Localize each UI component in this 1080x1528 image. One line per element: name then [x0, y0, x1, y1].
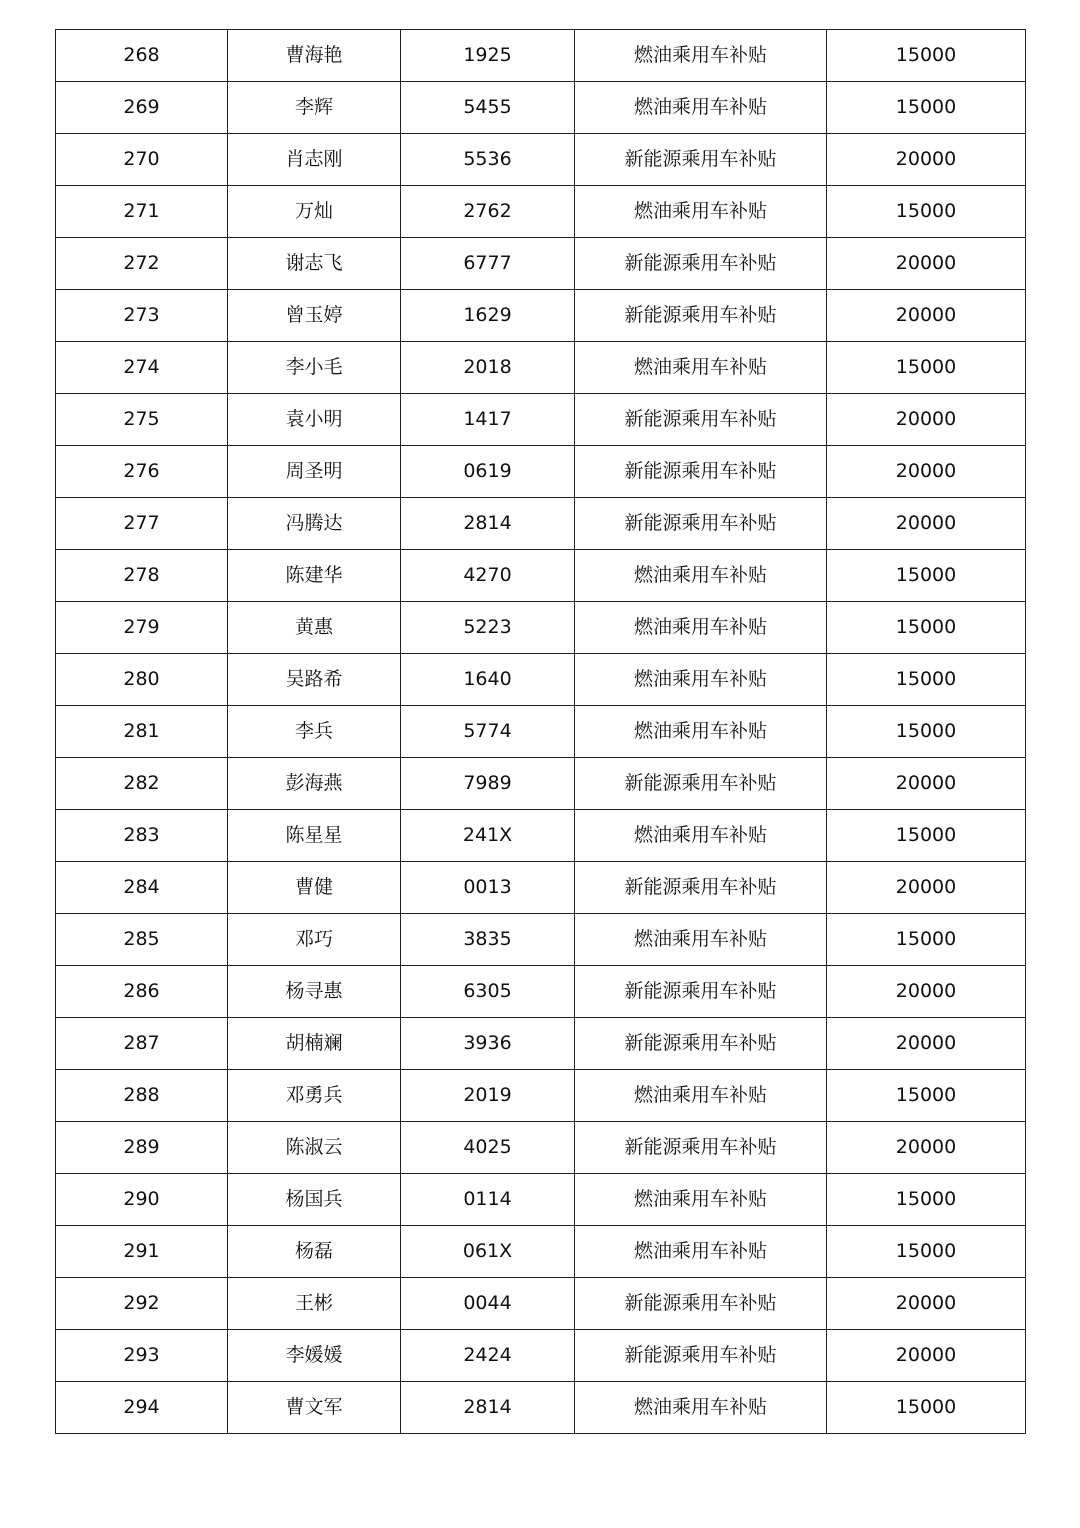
- name-cell: 肖志刚: [228, 134, 401, 186]
- name-cell: 杨国兵: [228, 1174, 401, 1226]
- id-tail-cell: 7989: [401, 758, 575, 810]
- name-cell: 吴路希: [228, 654, 401, 706]
- row-number-cell: 286: [56, 966, 228, 1018]
- id-tail-cell: 0619: [401, 446, 575, 498]
- amount-cell: 20000: [827, 1122, 1026, 1174]
- row-number-cell: 292: [56, 1278, 228, 1330]
- row-number-cell: 275: [56, 394, 228, 446]
- amount-cell: 20000: [827, 238, 1026, 290]
- id-tail-cell: 2019: [401, 1070, 575, 1122]
- table-row: [56, 30, 1026, 82]
- subsidy-type-cell: 燃油乘用车补贴: [575, 654, 827, 706]
- name-cell: 冯腾达: [228, 498, 401, 550]
- name-cell: 李媛媛: [228, 1330, 401, 1382]
- id-tail-cell: 1629: [401, 290, 575, 342]
- id-tail-cell: 2424: [401, 1330, 575, 1382]
- id-tail-cell: 6305: [401, 966, 575, 1018]
- row-number-cell: 273: [56, 290, 228, 342]
- name-cell: 陈建华: [228, 550, 401, 602]
- id-tail-cell: 0044: [401, 1278, 575, 1330]
- name-cell: 曹文军: [228, 1382, 401, 1434]
- id-tail-cell: 0114: [401, 1174, 575, 1226]
- table-row: [56, 602, 1026, 654]
- row-number-cell: 277: [56, 498, 228, 550]
- amount-cell: 20000: [827, 966, 1026, 1018]
- id-tail-cell: 061X: [401, 1226, 575, 1278]
- id-tail-cell: 2762: [401, 186, 575, 238]
- amount-cell: 15000: [827, 186, 1026, 238]
- table-row: [56, 1330, 1026, 1382]
- amount-cell: 15000: [827, 550, 1026, 602]
- name-cell: 杨寻惠: [228, 966, 401, 1018]
- name-cell: 曹海艳: [228, 30, 401, 82]
- subsidy-type-cell: 新能源乘用车补贴: [575, 134, 827, 186]
- row-number-cell: 294: [56, 1382, 228, 1434]
- name-cell: 杨磊: [228, 1226, 401, 1278]
- row-number-cell: 274: [56, 342, 228, 394]
- name-cell: 陈星星: [228, 810, 401, 862]
- id-tail-cell: 2814: [401, 1382, 575, 1434]
- id-tail-cell: 0013: [401, 862, 575, 914]
- table-row: [56, 914, 1026, 966]
- amount-cell: 15000: [827, 82, 1026, 134]
- row-number-cell: 270: [56, 134, 228, 186]
- id-tail-cell: 1417: [401, 394, 575, 446]
- row-number-cell: 276: [56, 446, 228, 498]
- table-row: [56, 1018, 1026, 1070]
- row-number-cell: 285: [56, 914, 228, 966]
- amount-cell: 15000: [827, 706, 1026, 758]
- name-cell: 王彬: [228, 1278, 401, 1330]
- amount-cell: 20000: [827, 862, 1026, 914]
- subsidy-type-cell: 燃油乘用车补贴: [575, 82, 827, 134]
- amount-cell: 15000: [827, 1070, 1026, 1122]
- amount-cell: 15000: [827, 1226, 1026, 1278]
- table-row: [56, 342, 1026, 394]
- table-row: [56, 186, 1026, 238]
- name-cell: 李辉: [228, 82, 401, 134]
- name-cell: 谢志飞: [228, 238, 401, 290]
- subsidy-type-cell: 燃油乘用车补贴: [575, 1382, 827, 1434]
- name-cell: 邓勇兵: [228, 1070, 401, 1122]
- subsidy-type-cell: 燃油乘用车补贴: [575, 1226, 827, 1278]
- row-number-cell: 289: [56, 1122, 228, 1174]
- id-tail-cell: 4270: [401, 550, 575, 602]
- subsidy-type-cell: 新能源乘用车补贴: [575, 966, 827, 1018]
- amount-cell: 15000: [827, 654, 1026, 706]
- row-number-cell: 284: [56, 862, 228, 914]
- table-row: [56, 862, 1026, 914]
- amount-cell: 20000: [827, 394, 1026, 446]
- name-cell: 周圣明: [228, 446, 401, 498]
- row-number-cell: 287: [56, 1018, 228, 1070]
- table-row: [56, 706, 1026, 758]
- subsidy-type-cell: 燃油乘用车补贴: [575, 550, 827, 602]
- id-tail-cell: 3936: [401, 1018, 575, 1070]
- name-cell: 黄惠: [228, 602, 401, 654]
- amount-cell: 20000: [827, 498, 1026, 550]
- subsidy-type-cell: 新能源乘用车补贴: [575, 1330, 827, 1382]
- name-cell: 李兵: [228, 706, 401, 758]
- id-tail-cell: 5223: [401, 602, 575, 654]
- table-row: [56, 1278, 1026, 1330]
- row-number-cell: 278: [56, 550, 228, 602]
- row-number-cell: 269: [56, 82, 228, 134]
- row-number-cell: 282: [56, 758, 228, 810]
- name-cell: 袁小明: [228, 394, 401, 446]
- subsidy-type-cell: 燃油乘用车补贴: [575, 914, 827, 966]
- amount-cell: 20000: [827, 134, 1026, 186]
- name-cell: 彭海燕: [228, 758, 401, 810]
- id-tail-cell: 4025: [401, 1122, 575, 1174]
- amount-cell: 20000: [827, 1330, 1026, 1382]
- subsidy-type-cell: 新能源乘用车补贴: [575, 446, 827, 498]
- row-number-cell: 293: [56, 1330, 228, 1382]
- table-row: [56, 1070, 1026, 1122]
- name-cell: 邓巧: [228, 914, 401, 966]
- subsidy-type-cell: 新能源乘用车补贴: [575, 238, 827, 290]
- amount-cell: 20000: [827, 758, 1026, 810]
- row-number-cell: 290: [56, 1174, 228, 1226]
- table-row: [56, 1382, 1026, 1434]
- row-number-cell: 272: [56, 238, 228, 290]
- amount-cell: 20000: [827, 446, 1026, 498]
- subsidy-type-cell: 燃油乘用车补贴: [575, 810, 827, 862]
- amount-cell: 15000: [827, 810, 1026, 862]
- row-number-cell: 291: [56, 1226, 228, 1278]
- table-row: [56, 550, 1026, 602]
- row-number-cell: 283: [56, 810, 228, 862]
- table-row: [56, 758, 1026, 810]
- amount-cell: 20000: [827, 1018, 1026, 1070]
- table-row: [56, 238, 1026, 290]
- name-cell: 李小毛: [228, 342, 401, 394]
- subsidy-table: [55, 29, 1026, 1434]
- amount-cell: 15000: [827, 1174, 1026, 1226]
- id-tail-cell: 3835: [401, 914, 575, 966]
- id-tail-cell: 6777: [401, 238, 575, 290]
- id-tail-cell: 241X: [401, 810, 575, 862]
- row-number-cell: 280: [56, 654, 228, 706]
- row-number-cell: 288: [56, 1070, 228, 1122]
- id-tail-cell: 5774: [401, 706, 575, 758]
- subsidy-type-cell: 燃油乘用车补贴: [575, 186, 827, 238]
- table-row: [56, 134, 1026, 186]
- row-number-cell: 268: [56, 30, 228, 82]
- table-row: [56, 654, 1026, 706]
- row-number-cell: 271: [56, 186, 228, 238]
- amount-cell: 15000: [827, 914, 1026, 966]
- table-row: [56, 446, 1026, 498]
- id-tail-cell: 5536: [401, 134, 575, 186]
- amount-cell: 15000: [827, 602, 1026, 654]
- name-cell: 曾玉婷: [228, 290, 401, 342]
- subsidy-type-cell: 新能源乘用车补贴: [575, 1122, 827, 1174]
- amount-cell: 20000: [827, 290, 1026, 342]
- id-tail-cell: 1640: [401, 654, 575, 706]
- table-row: [56, 498, 1026, 550]
- name-cell: 陈淑云: [228, 1122, 401, 1174]
- row-number-cell: 279: [56, 602, 228, 654]
- table-row: [56, 82, 1026, 134]
- subsidy-type-cell: 燃油乘用车补贴: [575, 30, 827, 82]
- id-tail-cell: 1925: [401, 30, 575, 82]
- table-row: [56, 1122, 1026, 1174]
- name-cell: 万灿: [228, 186, 401, 238]
- subsidy-type-cell: 燃油乘用车补贴: [575, 1174, 827, 1226]
- table-row: [56, 394, 1026, 446]
- subsidy-type-cell: 新能源乘用车补贴: [575, 758, 827, 810]
- table-row: [56, 810, 1026, 862]
- table-row: [56, 290, 1026, 342]
- id-tail-cell: 2018: [401, 342, 575, 394]
- subsidy-type-cell: 燃油乘用车补贴: [575, 342, 827, 394]
- amount-cell: 15000: [827, 342, 1026, 394]
- subsidy-table-body: [56, 30, 1026, 1434]
- amount-cell: 20000: [827, 1278, 1026, 1330]
- subsidy-type-cell: 新能源乘用车补贴: [575, 290, 827, 342]
- subsidy-type-cell: 新能源乘用车补贴: [575, 498, 827, 550]
- subsidy-type-cell: 燃油乘用车补贴: [575, 706, 827, 758]
- table-row: [56, 966, 1026, 1018]
- subsidy-type-cell: 新能源乘用车补贴: [575, 394, 827, 446]
- row-number-cell: 281: [56, 706, 228, 758]
- subsidy-type-cell: 新能源乘用车补贴: [575, 862, 827, 914]
- amount-cell: 15000: [827, 1382, 1026, 1434]
- name-cell: 曹健: [228, 862, 401, 914]
- name-cell: 胡楠斓: [228, 1018, 401, 1070]
- amount-cell: 15000: [827, 30, 1026, 82]
- subsidy-type-cell: 新能源乘用车补贴: [575, 1278, 827, 1330]
- id-tail-cell: 5455: [401, 82, 575, 134]
- table-row: [56, 1174, 1026, 1226]
- subsidy-type-cell: 新能源乘用车补贴: [575, 1018, 827, 1070]
- id-tail-cell: 2814: [401, 498, 575, 550]
- subsidy-type-cell: 燃油乘用车补贴: [575, 1070, 827, 1122]
- subsidy-type-cell: 燃油乘用车补贴: [575, 602, 827, 654]
- table-row: [56, 1226, 1026, 1278]
